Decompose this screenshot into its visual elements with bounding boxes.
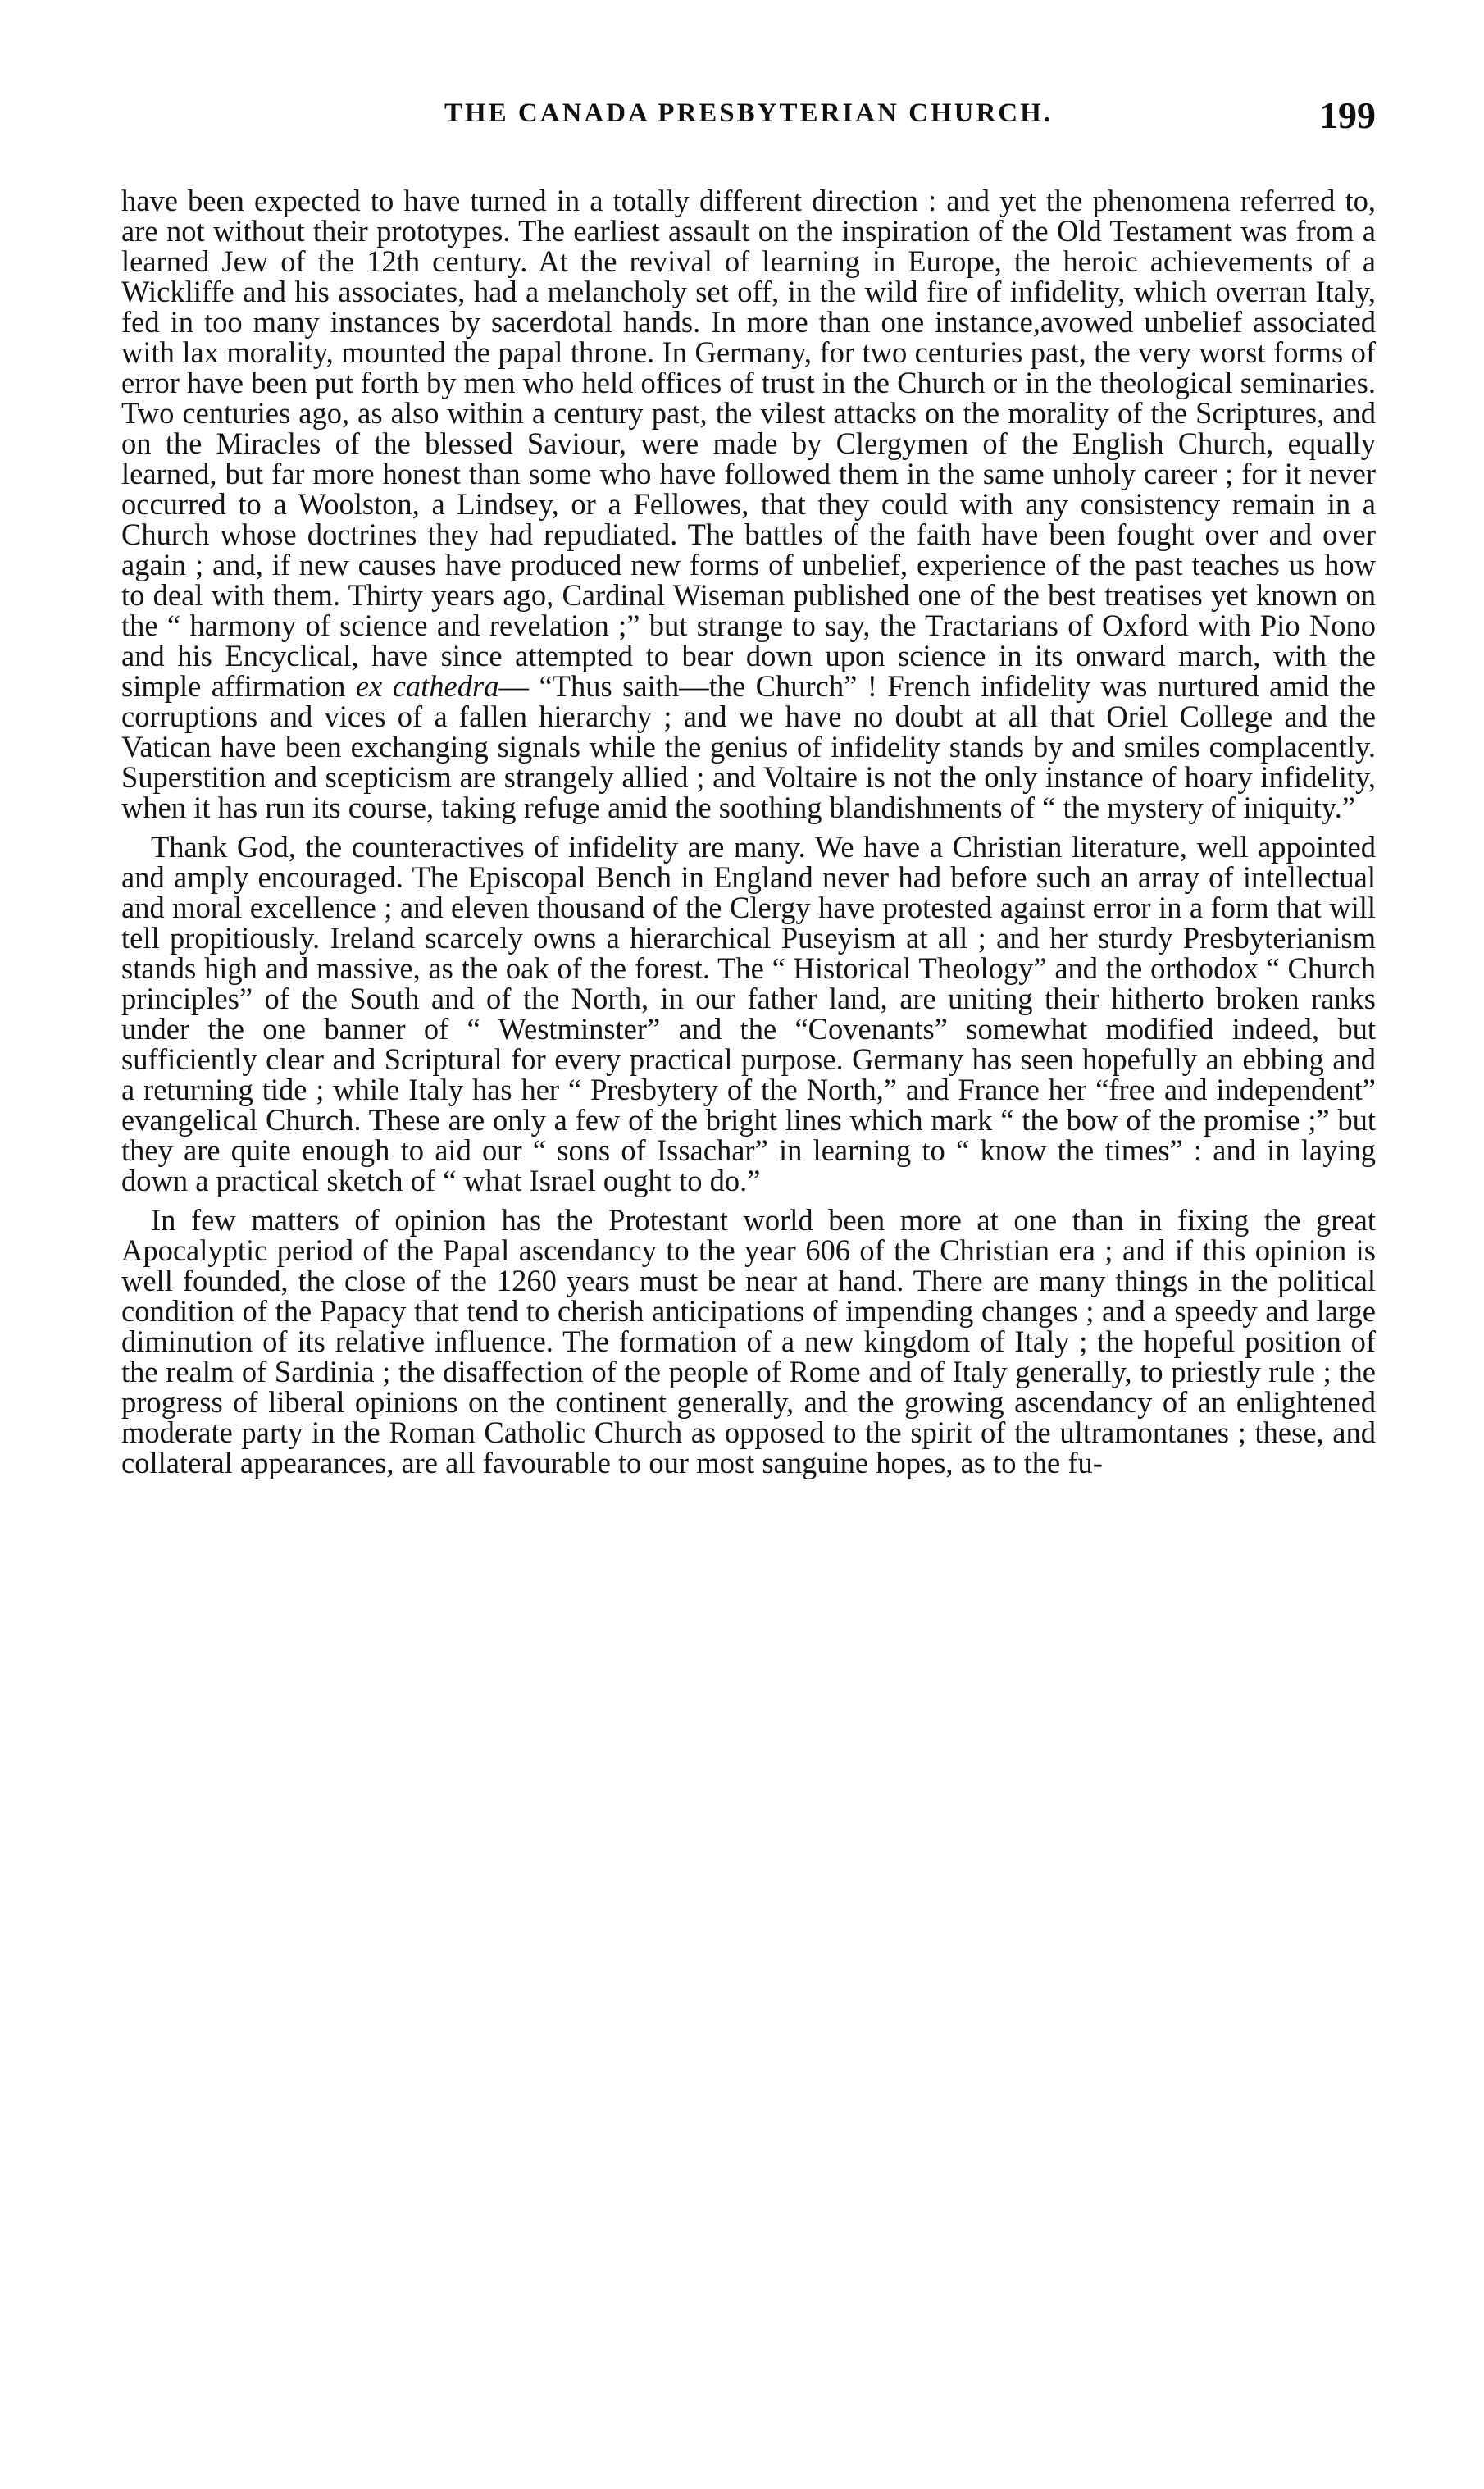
paragraph-3: In few matters of opinion has the Protestant world been more at one than in fixing the great Apocalyptic period of the Papal ascendancy to the year 606 of the Christian era ; and if this opinion is well founded, the close of the 1260 years must be near at hand. There are many things in the political condition of the Papacy that tend to cherish anticipations of impending changes ; and a speedy and large diminution of its relative influence. The formation of a new kingdom of Italy ; the hopeful position of the realm of Sardinia ; the disaffection of the people of Rome and of Italy generally, to priestly rule ; the progress of liberal opinions on the continent generally, and the growing ascendancy of an enlightened moderate party in the Roman Catholic Church as opposed to the spirit of the ultramontanes ; these, and collateral appearances, are all favourable to our most sanguine hopes, as to the fu- bbox=[121, 1203, 1376, 1479]
paragraph-1-text-a: have been expected to have turned in a totally different direction : and yet the phenomena referred to, are not without their prototypes. The earliest assault on the inspiration of the Old Testament was from a learned Jew of the 12th century. At the revival of learning in Europe, the heroic achievements of a Wickliffe and his associates, had a melancholy set off, in the wild fire of infidelity, which overran Italy, fed in too many instances by sacerdotal hands. In more than one instance,avowed unbelief associated with lax morality, mounted the papal throne. In Germany, for two centuries past, the very worst forms of error have been put forth by men who held offices of trust in the Church or in the theological seminaries. Two centuries ago, as also within a century past, the vilest attacks on the morality of the Scriptures, and on the Miracles of the blessed Saviour, were made by Clergymen of the English Church, equally learned, but far more honest than some who have followed them in the same unholy career ; for it never occurred to a Woolston, a Lindsey, or a Fellowes, that they could with any consistency remain in a Church whose doctrines they had repudiated. The battles of the faith have been fought over and over again ; and, if new causes have produced new forms of unbelief, experience of the past teaches us how to deal with them. Thirty years ago, Cardinal Wiseman published one of the best treatises yet known on the “ harmony of science and revelation ;” but strange to say, the Tractarians of Oxford with Pio Nono and his Encyclical, have since attempted to bear down upon science in its onward march, with the simple affirmation bbox=[121, 184, 1376, 703]
paragraph-1 bbox=[121, 185, 1376, 823]
running-head bbox=[121, 94, 1376, 156]
body-text bbox=[121, 185, 1376, 1478]
page-number: 199 bbox=[1319, 94, 1376, 136]
book-page bbox=[121, 94, 1376, 1487]
paragraph-1-text-b: — “Thus saith—the Church” ! French infidelity was nurtured amid the corruptions and vices of a fallen hierarchy ; and we have no doubt at all that Oriel College and the Vatican have been exchanging signals while the genius of infidelity stands by and smiles complacently. Superstition and scepticism are strangely allied ; and Voltaire is not the only instance of hoary infidelity, when it has run its course, taking refuge amid the soothing blandishments of “ the mystery of iniquity.” bbox=[121, 669, 1376, 824]
running-title: THE CANADA PRESBYTERIAN CHURCH. bbox=[444, 98, 1054, 128]
paragraph-2: Thank God, the counteractives of infidelity are many. We have a Christian literature, well appointed and amply encouraged. The Episcopal Bench in England never had before such an array of intellectual and moral excellence ; and eleven thousand of the Clergy have protested against error in a form that will tell propitiously. Ireland scarcely owns a hierarchical Puseyism at all ; and her sturdy Presbyterianism stands high and massive, as the oak of the forest. The “ Historical Theology” and the orthodox “ Church principles” of the South and of the North, in our father land, are uniting their hitherto broken ranks under the one banner of “ Westminster” and the “Covenants” somewhat modified indeed, but sufficiently clear and Scriptural for every practical purpose. Germany has seen hopefully an ebbing and a returning tide ; while Italy has her “ Presbytery of the North,” and France her “free and independent” evangelical Church. These are only a few of the bright lines which mark “ the bow of the promise ;” but they are quite enough to aid our “ sons of Issachar” in learning to “ know the times” : and in laying down a practical sketch of “ what Israel ought to do.” bbox=[121, 830, 1376, 1197]
paragraph-1-italic-phrase: ex cathedra bbox=[355, 669, 499, 703]
